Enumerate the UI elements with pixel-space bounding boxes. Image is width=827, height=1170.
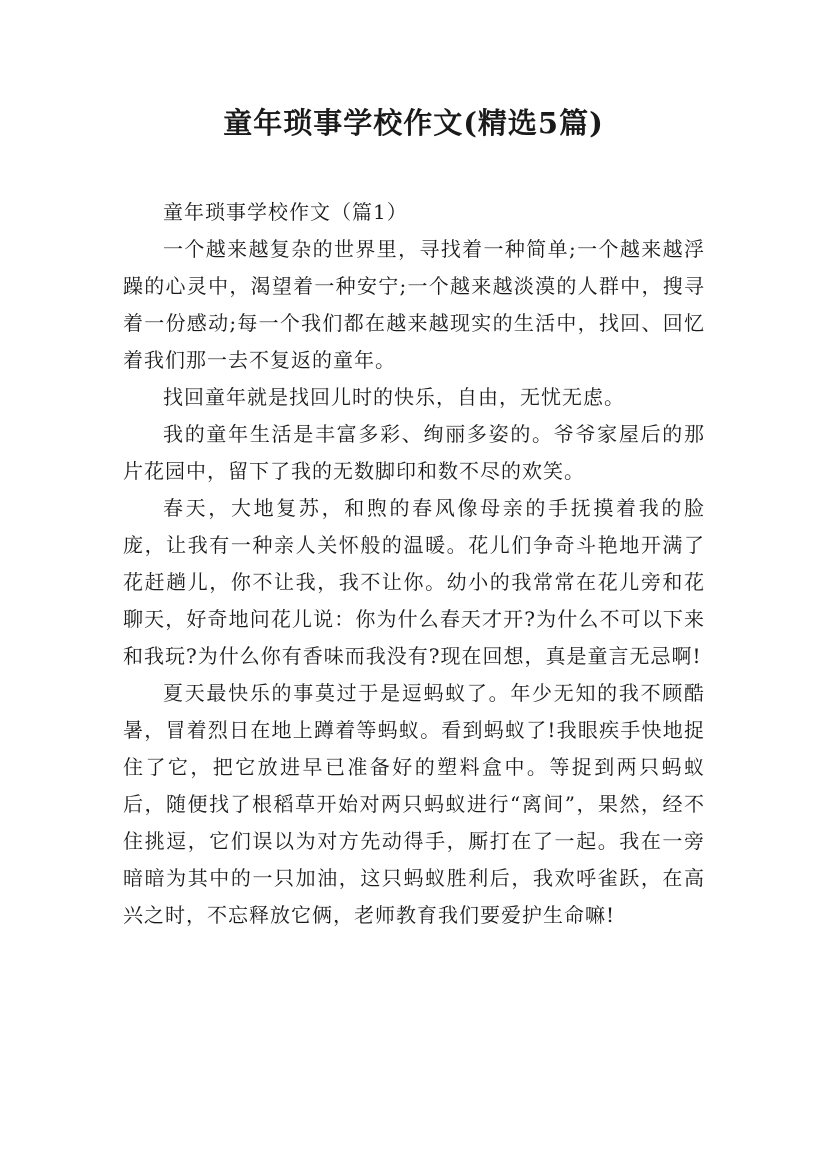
paragraph-3: 我的童年生活是丰富多彩、绚丽多姿的。爷爷家屋后的那片花园中，留下了我的无数脚印和数不尽的欢笑。 [123, 422, 705, 483]
paragraph-2: 找回童年就是找回儿时的快乐，自由，无忧无虑。 [163, 385, 625, 409]
section-heading: 童年琐事学校作文（篇1） [163, 200, 408, 224]
document-title: 童年琐事学校作文(精选5篇) [223, 106, 604, 140]
paragraph-5: 夏天最快乐的事莫过于是逗蚂蚁了。年少无知的我不顾酷暑，冒着烈日在地上蹲着等蚂蚁。看到蚂蚁了!我眼疾手快地捉住了它，把它放进早已准备好的塑料盒中。等捉到两只蚂蚁后，随便找了根稻草开始对两只蚂蚁进行“离间”，果然，经不住挑逗，它们误以为对方先动得手，厮打在了一起。我在一旁暗暗为其中的一只加油，这只蚂蚁胜利后，我欢呼雀跃，在高兴之时，不忘释放它俩，老师教育我们要爱护生命嘛! [123, 681, 705, 927]
document-body [123, 194, 705, 934]
paragraph-1: 一个越来越复杂的世界里，寻找着一种简单;一个越来越浮躁的心灵中，渴望着一种安宁;一个越来越淡漠的人群中，搜寻着一份感动;每一个我们都在越来越现实的生活中，找回、回忆着我们那一去不复返的童年。 [123, 237, 705, 372]
paragraph-4: 春天，大地复苏，和煦的春风像母亲的手抚摸着我的脸庞，让我有一种亲人关怀般的温暖。花儿们争奇斗艳地开满了花赶趟儿，你不让我，我不让你。幼小的我常常在花儿旁和花聊天，好奇地问花儿说：你为什么春天才开?为什么不可以下来和我玩?为什么你有香味而我没有?现在回想，真是童言无忌啊! [123, 496, 705, 668]
